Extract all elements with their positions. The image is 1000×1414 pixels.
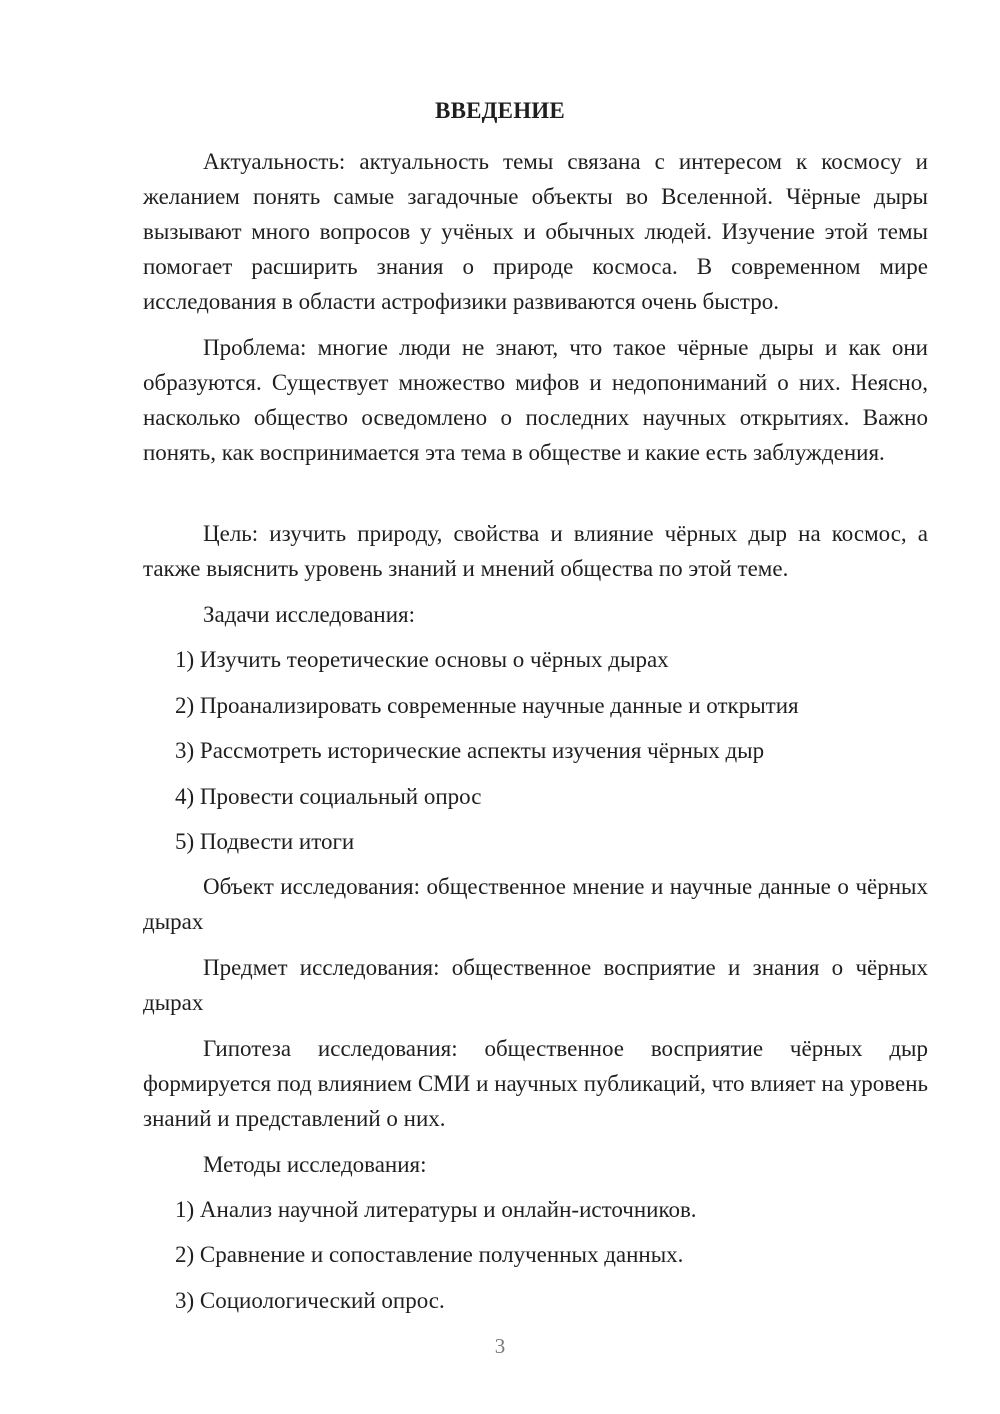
- method-item: 1) Анализ научной литературы и онлайн-источников.: [175, 1197, 697, 1222]
- page-title: ВВЕДЕНИЕ: [435, 98, 565, 123]
- paragraph-subject: Предмет исследования: общественное восприятие и знания о чёрных дырах: [143, 955, 928, 1015]
- tasks-title: Задачи исследования:: [203, 602, 416, 627]
- page-number: 3: [494, 1334, 506, 1358]
- task-item: 2) Проанализировать современные научные данные и открытия: [175, 693, 799, 718]
- methods-title: Методы исследования:: [203, 1152, 427, 1177]
- task-item: 5) Подвести итоги: [175, 829, 355, 854]
- method-item: 3) Социологический опрос.: [175, 1288, 445, 1313]
- paragraph-object: Объект исследования: общественное мнение и научные данные о чёрных дырах: [143, 874, 928, 934]
- paragraph-hypothesis: Гипотеза исследования: общественное восприятие чёрных дыр формируется под влиянием СМИ и научных публикаций, что влияет на уровень знаний и представлений о них.: [143, 1036, 928, 1131]
- task-item: 3) Рассмотреть исторические аспекты изучения чёрных дыр: [175, 738, 765, 763]
- paragraph-goal: Цель: изучить природу, свойства и влияние чёрных дыр на космос, а также выяснить уровень знаний и мнений общества по этой теме.: [143, 521, 928, 581]
- paragraph-problem: Проблема: многие люди не знают, что такое чёрные дыры и как они образуются. Существует множество мифов и недопониманий о них. Неясно, насколько общество осведомлено о последних научных открытиях. Важно понять, как воспринимается эта тема в обществе и какие есть заблуждения.: [143, 335, 928, 465]
- method-item: 2) Сравнение и сопоставление полученных данных.: [175, 1242, 684, 1267]
- paragraph-relevance: Актуальность: актуальность темы связана с интересом к космосу и желанием понять самые загадочные объекты во Вселенной. Чёрные дыры вызывают много вопросов у учёных и обычных людей. Изучение этой темы помогает расширить знания о природе космоса. В современном мире исследования в области астрофизики развиваются очень быстро.: [143, 149, 928, 314]
- task-item: 4) Провести социальный опрос: [175, 784, 482, 809]
- task-item: 1) Изучить теоретические основы о чёрных дырах: [175, 647, 669, 672]
